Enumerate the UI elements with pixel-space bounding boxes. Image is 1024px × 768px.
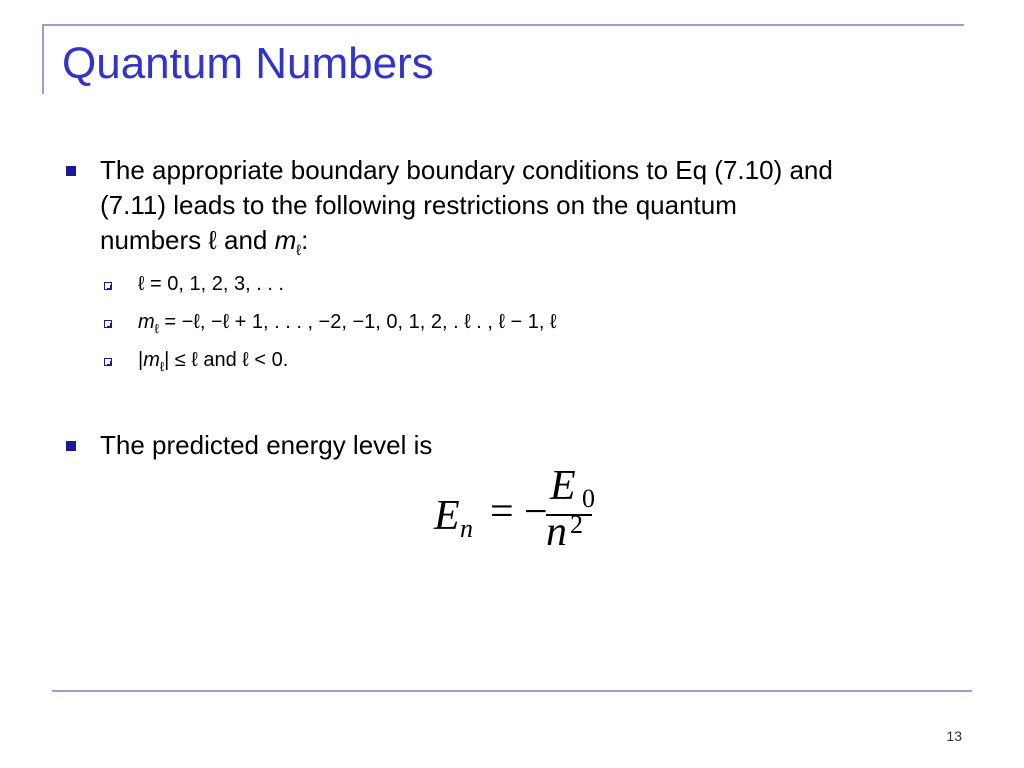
formula-denominator-superscript: 2 xyxy=(570,510,583,539)
formula-numerator-subscript: 0 xyxy=(582,484,595,513)
m-subscript: ℓ xyxy=(296,242,302,260)
frame-left-line xyxy=(42,24,44,94)
frame-top-line xyxy=(42,24,964,26)
m-subscript: ℓ xyxy=(159,359,165,374)
bullet-text xyxy=(100,153,980,268)
page-number: 13 xyxy=(946,728,962,744)
sub-bullet-text: ℓ = 0, 1, 2, 3, . . . xyxy=(138,273,284,295)
formula-lhs-subscript: n xyxy=(460,514,473,543)
m-symbol: m xyxy=(138,311,155,333)
formula-denominator: n xyxy=(546,509,567,555)
sub-bullet-marker xyxy=(104,320,112,328)
bullet-text: The predicted energy level is xyxy=(100,430,433,460)
sub-bullet-marker xyxy=(104,282,112,290)
sub-bullet-rest: = −ℓ, −ℓ + 1, . . . , −2, −1, 0, 1, 2, . ℓ . , ℓ − 1, ℓ xyxy=(158,311,557,333)
formula-minus: − xyxy=(524,489,548,535)
energy-formula xyxy=(434,463,595,562)
sub-bullet-rest: | ≤ ℓ and ℓ < 0. xyxy=(164,349,289,371)
m-symbol: m xyxy=(143,349,160,371)
m-symbol: m xyxy=(274,225,297,255)
bullet-marker xyxy=(66,441,76,451)
sub-bullet-marker xyxy=(104,358,112,366)
footer-divider xyxy=(52,690,972,692)
colon: : xyxy=(301,225,309,255)
bullet-marker xyxy=(66,166,76,176)
formula-numerator: E xyxy=(550,463,576,509)
sub-bullet-text xyxy=(138,347,288,380)
bullet-line-text: numbers ℓ and xyxy=(100,225,275,255)
formula-lhs: E xyxy=(434,493,460,539)
m-subscript: ℓ xyxy=(154,321,159,336)
bullet-line: (7.11) leads to the following restrictions on the quantum xyxy=(100,190,737,220)
formula-equals: = xyxy=(490,489,514,535)
bullet-line: The appropriate boundary boundary conditions to Eq (7.10) and xyxy=(100,155,833,185)
slide-title: Quantum Numbers xyxy=(62,39,434,88)
abs-bar: | xyxy=(138,349,144,371)
sub-bullet-text xyxy=(138,309,556,342)
bullet-line xyxy=(100,223,980,268)
